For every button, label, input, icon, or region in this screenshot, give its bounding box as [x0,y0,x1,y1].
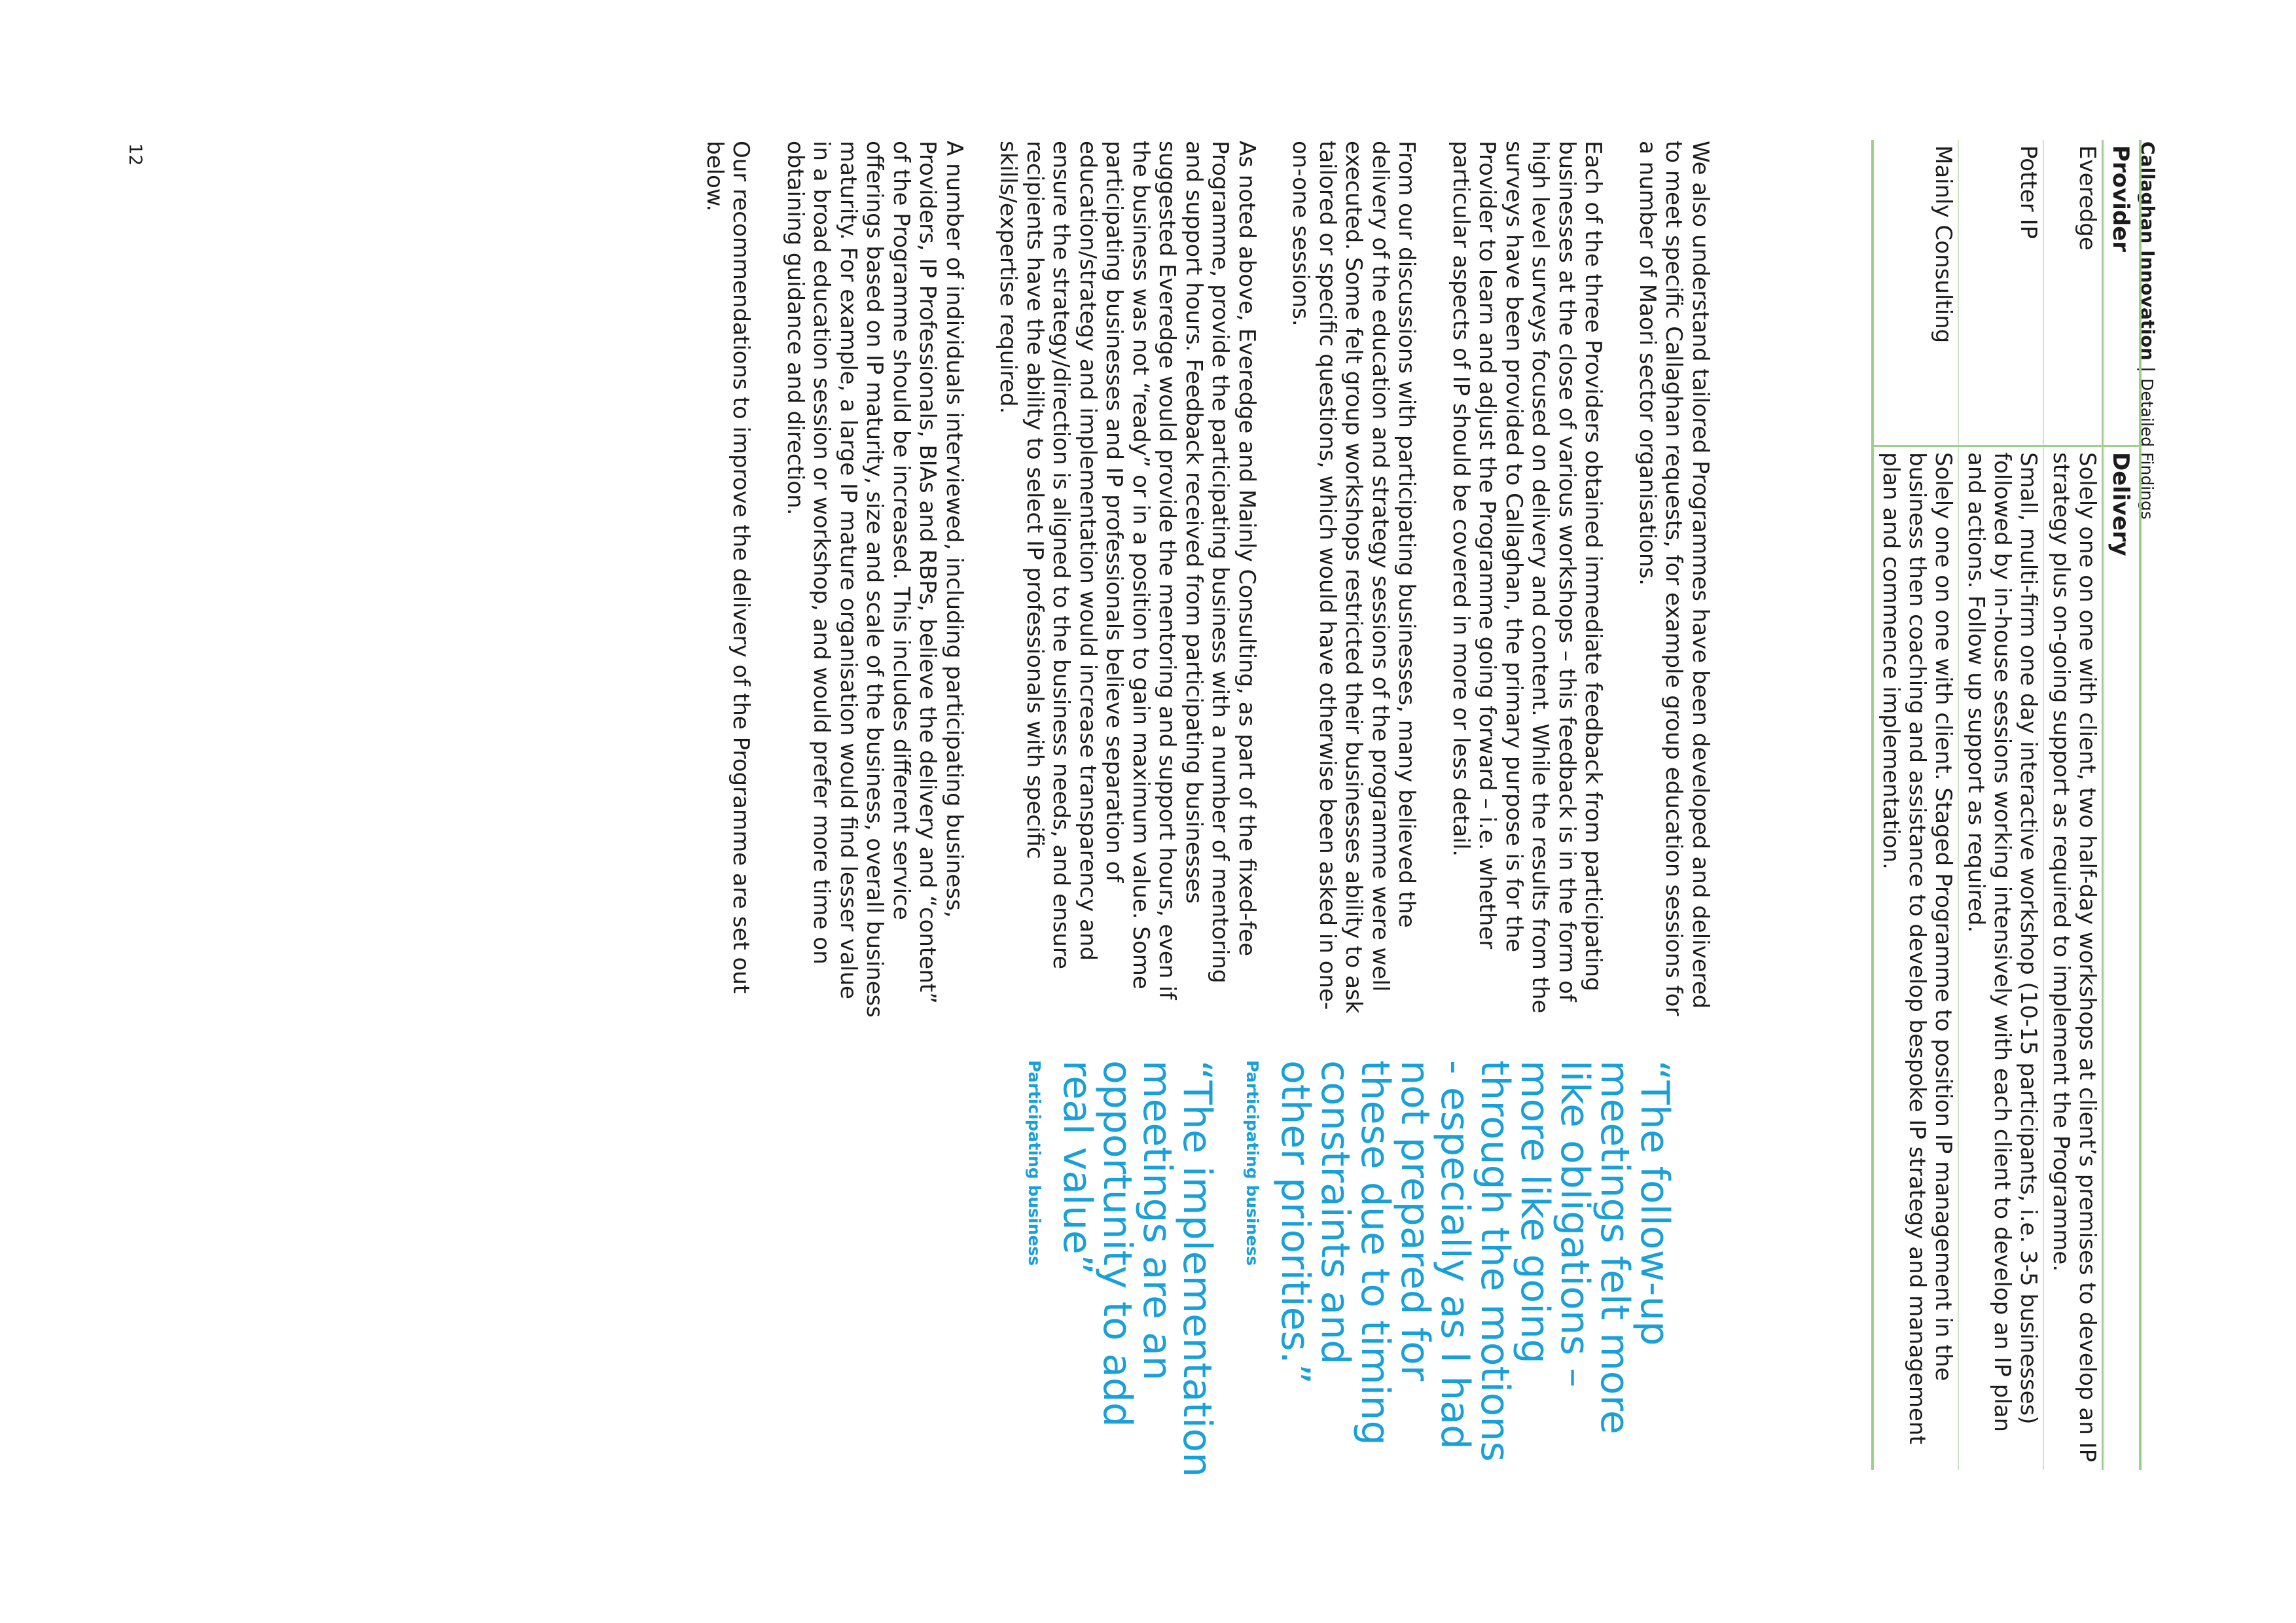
provider-cell: Everedge [2043,140,2103,446]
paragraph: Our recommendations to improve the delivery of the Programme are set out below. [702,141,755,994]
pull-quote: “The follow-up meetings felt more like obligations – more like going through the motions - especially as I had not prepared for these due to timing constraints and other priorities.” [1272,1060,1677,1462]
table-row [1873,140,1958,1470]
page-number: 12 [125,143,145,166]
quote-attribution: Participating business [1025,1060,1044,1266]
delivery-column-header: Delivery [2103,446,2141,1471]
provider-cell: Mainly Consulting [1873,140,1958,446]
table-row [1958,140,2043,1470]
header-brand: Callaghan Innovation [2137,141,2159,361]
delivery-cell: Solely one on one with client. Staged Programme to position IP management in the business then coaching and assistance to develop bespoke IP strategy and management plan and commence implementation. [1878,452,1956,1444]
table-row [2043,140,2103,1470]
delivery-cell: Small, multi-firm one day interactive workshop (10-15 participants, i.e. 3-5 businesses) followed by in-house sessions working intensively with each client to develop an IP plan and actions. Follow up support as required. [1958,446,2043,1471]
quote-attribution: Participating business [1243,1060,1262,1266]
header-separator: | [2137,360,2159,379]
paragraph: A number of individuals interviewed, including participating business, Providers, IP Professionals, BIAs and RBPs, believe the delivery and “content” of the Programme should be increased. This includes different service offerings based on IP maturity, size and scale of the business, overall business maturity. For example, a large IP mature organisation would find lesser value in a broad education session or workshop, and would prefer more time on obtaining guidance and direction. [782,141,967,1018]
provider-column-header: Provider [2103,140,2141,446]
table-header-row [2103,140,2141,1470]
provider-cell: Potter IP [1958,140,2043,446]
pull-quote: “The implementation meetings are an opportunity to add real value” [1054,1060,1220,1478]
delivery-cell: Solely one on one with client, two half-day workshops at client’s premises to develop an IP strategy plus on-going support as required to implement the Programme. [2043,446,2103,1471]
pull-quotes [999,1060,1677,1479]
body-text [674,141,1714,1018]
paragraph: We also understand tailored Programmes have been developed and delivered to meet specific Callaghan requests, for example group education sessions for a number of Maori sector organisations. [1634,141,1713,1016]
paragraph: As noted above, Everedge and Mainly Consulting, as part of the fixed-fee Programme, provide the participating business with a number of mentoring and support hours. Feedback received from participating businesses suggested Everedge would provide the mentoring and support hours, even if the business was not “ready” or in a position to gain maximum value. Some participating businesses and IP professionals believe separation of education/strategy and implementation would increase transparency and ensure the strategy/direction is aligned to the business needs, and ensure recipients have the ability to select IP professionals with specific skills/expertise required. [995,141,1260,1000]
paragraph: From our discussions with participating businesses, many believed the delivery of the education and strategy sessions of the programme were well executed. Some felt group workshops restricted their businesses ability to ask tailored or specific questions, which would have otherwise been asked in one-on-one sessions. [1287,141,1420,1014]
header-section: Detailed Findings [2138,378,2157,520]
paragraph: Each of the three Providers obtained immediate feedback from participating businesses at the close of various workshops – this feedback is in the form of high level surveys focused on delivery and content. While the results from the surveys have been provided to Callaghan, the primary purpose is for the Provider to learn and adjust the Programme going forward – i.e. whether particular aspects of IP should be covered in more or less detail. [1448,141,1607,1014]
provider-delivery-table [1871,140,2142,1470]
